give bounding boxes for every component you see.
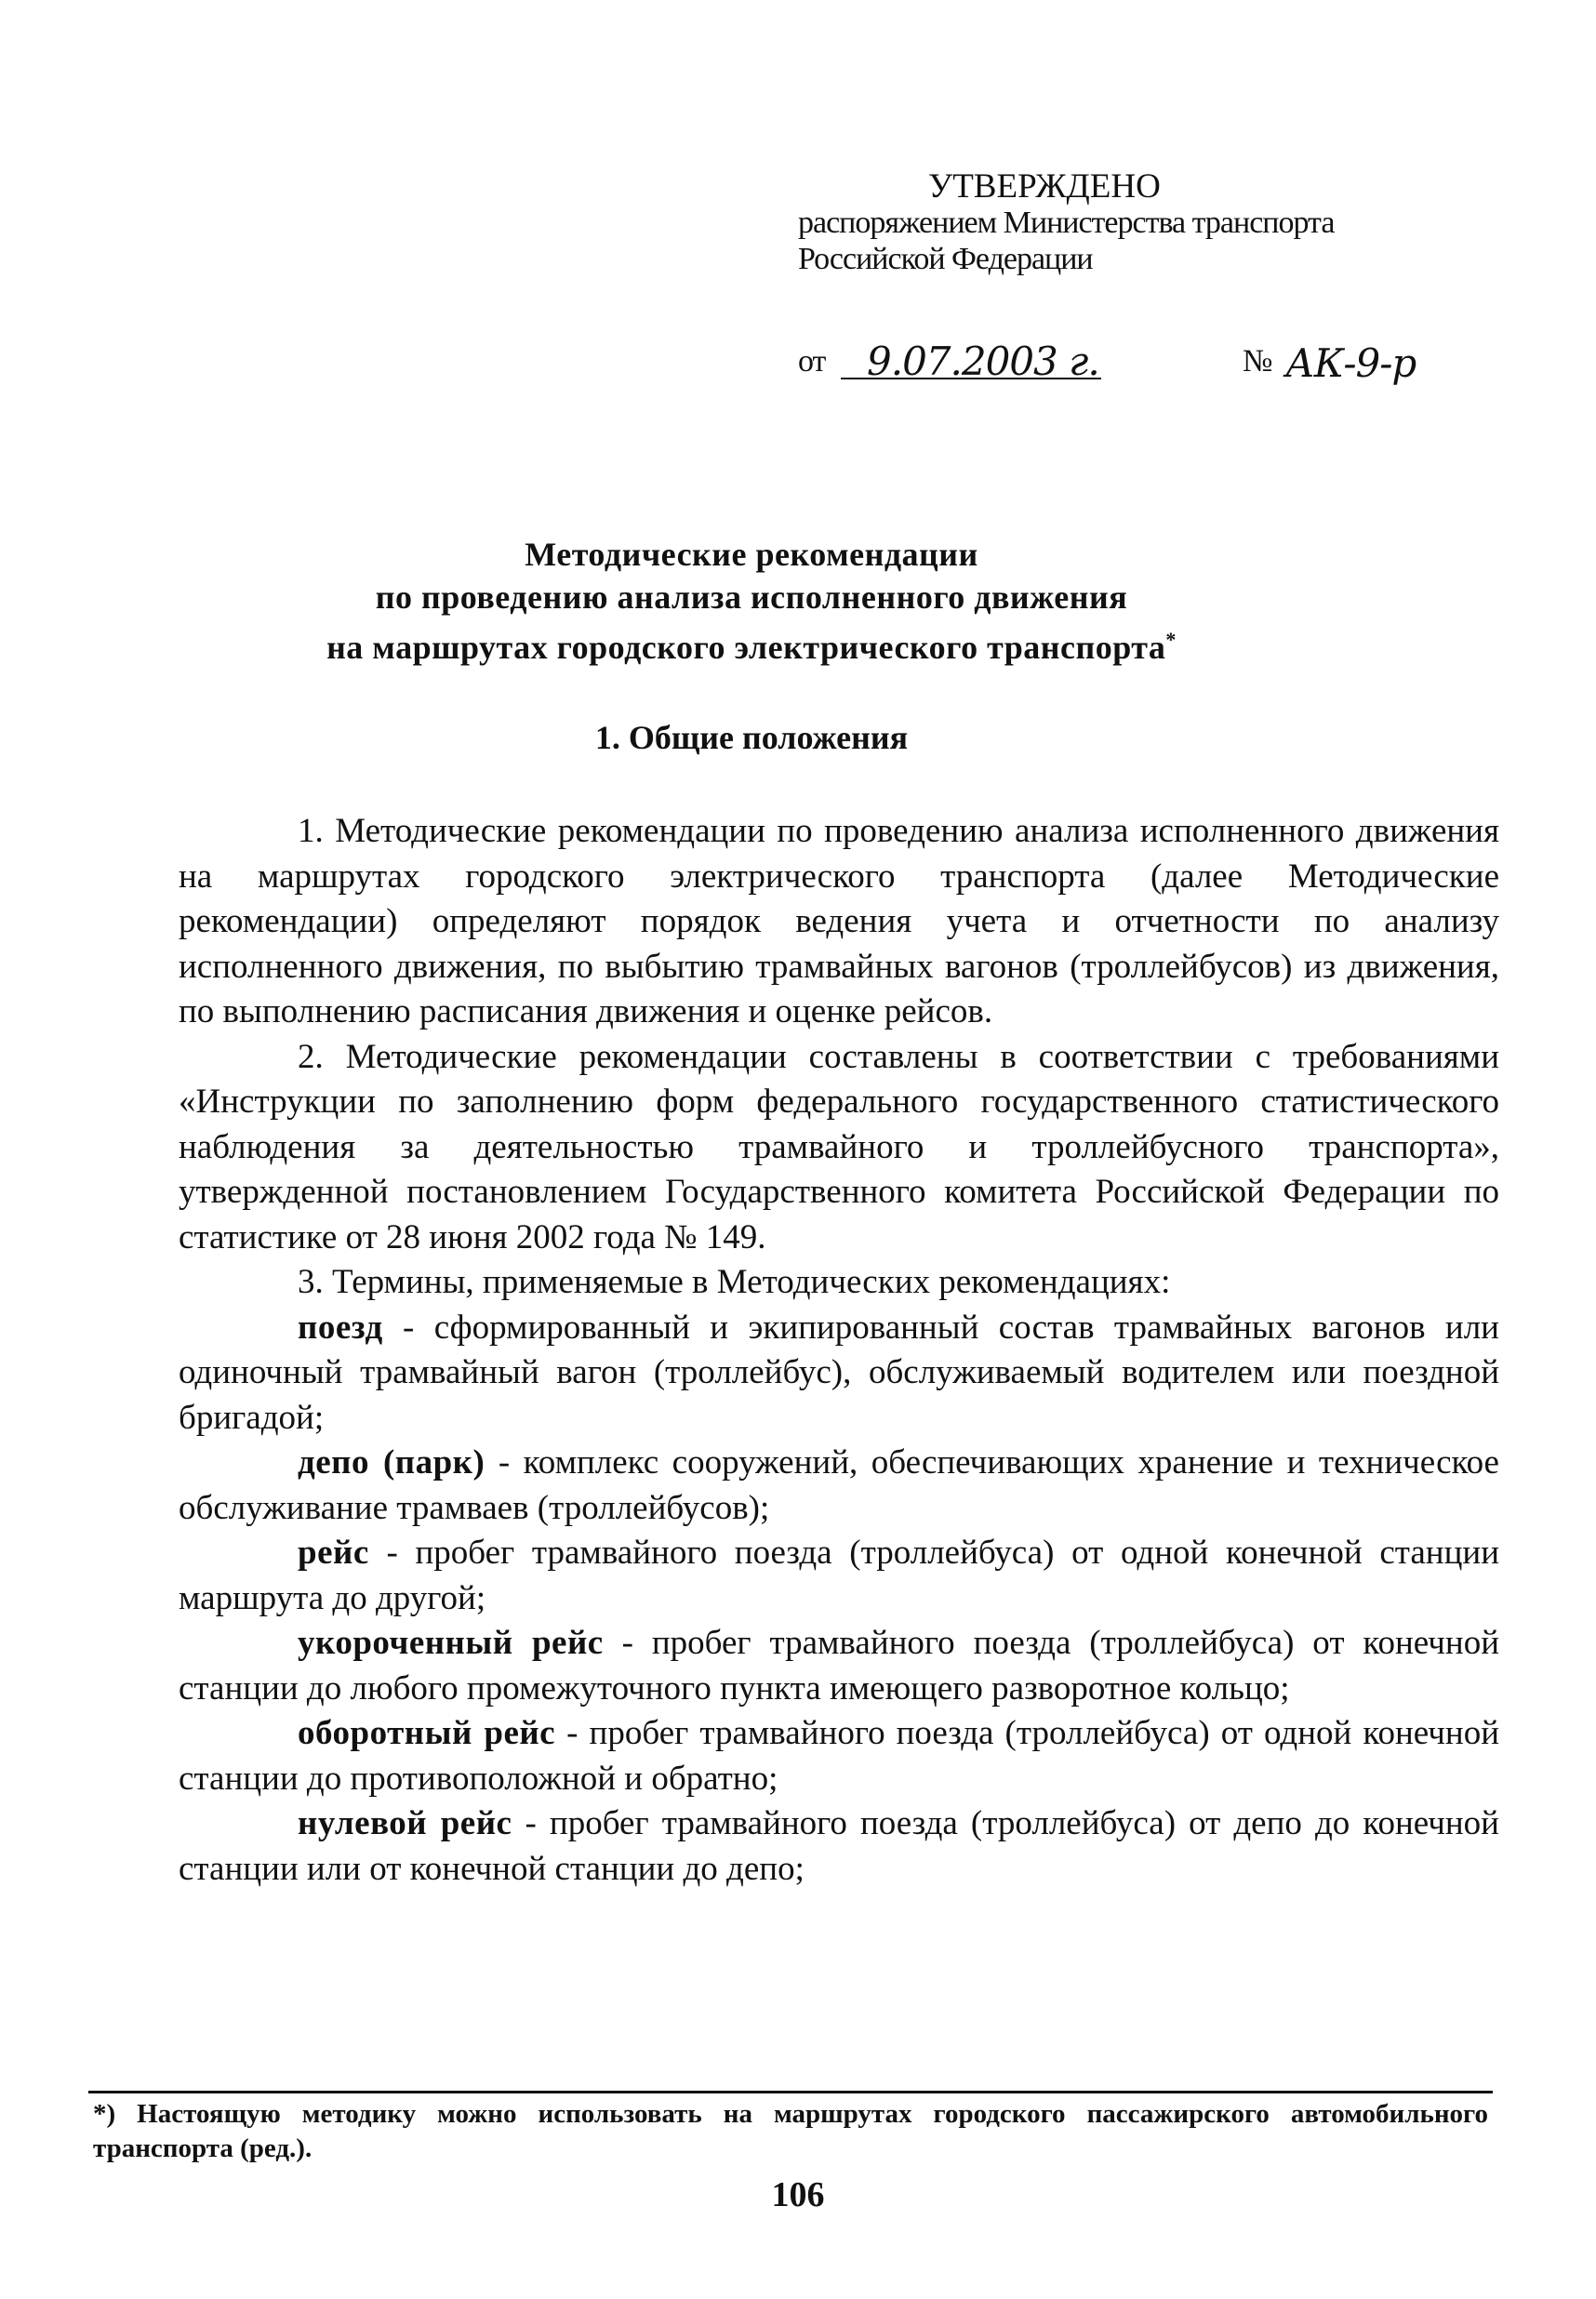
term-word: нулевой рейс <box>298 1804 512 1842</box>
term-entry <box>179 1306 1499 1442</box>
document-body <box>179 809 1499 1892</box>
term-definition: - пробег трамвайного поезда (троллейбуса) от конечной станции до любого промежуточного пункта имеющего разворотное кольцо; <box>179 1624 1499 1708</box>
term-word: поезд <box>298 1308 383 1347</box>
term-definition: - пробег трамвайного поезда (троллейбуса) от депо до конечной станции или от конечной станции до депо; <box>179 1804 1499 1888</box>
date-prefix: от <box>798 343 826 379</box>
number-field <box>1282 324 1430 386</box>
term-entry <box>179 1621 1499 1711</box>
term-entry <box>179 1801 1499 1892</box>
page-number: 106 <box>771 2175 825 2214</box>
term-definition: - комплекс сооружений, обеспечивающих хранение и техническое обслуживание трамваев (троллейбусов); <box>179 1443 1499 1527</box>
term-word: оборотный рейс <box>298 1714 556 1752</box>
term-entry <box>179 1531 1499 1621</box>
title-line-1: Методические рекомендации <box>525 536 978 573</box>
handwritten-date: 9.07.2003 г. <box>867 338 1099 384</box>
approval-line-federation: Российской Федерации <box>798 241 1093 276</box>
term-entry <box>179 1441 1499 1531</box>
paragraph-1: 1. Методические рекомендации по проведению анализа исполненного движения на маршрутах городского электрического транспорта (далее Методические рекомендации) определяют порядок ведения учета и отчетности по анализу исполненного движения, по выбытию трамвайных вагонов (троллейбусов) из движения, по выполнению расписания движения и оценке рейсов. <box>179 812 1499 1030</box>
footnote: *) Настоящую методику можно использовать на маршрутах городского пассажирского автомобильного транспорта (ред.). <box>93 2099 1488 2163</box>
term-word: рейс <box>298 1534 369 1572</box>
term-definition: - пробег трамвайного поезда (троллейбуса) от одной конечной станции до противоположной и обратно; <box>179 1714 1499 1798</box>
term-word: укороченный рейс <box>298 1624 604 1662</box>
document-title <box>186 533 1317 669</box>
approval-word: УТВЕРЖДЕНО <box>928 167 1161 206</box>
approval-stamp <box>798 167 1505 385</box>
date-field <box>841 327 1101 384</box>
title-footnote-mark: * <box>1165 628 1177 651</box>
handwritten-number: АК-9-р <box>1285 339 1416 386</box>
paragraph-2: 2. Методические рекомендации составлены в соответствии с требованиями «Инструкции по заполнению форм федерального государственного статистического наблюдения за деятельностью трамвайного и троллейбусного транспорта», утвержденной постановлением Государственного комитета Российской Федерации по статистике от 28 июня 2002 года № 149. <box>179 1037 1499 1256</box>
term-definition: - пробег трамвайного поезда (троллейбуса) от одной конечной станции маршрута до другой; <box>179 1534 1499 1617</box>
paragraph-3: 3. Термины, применяемые в Методических рекомендациях: <box>298 1263 1171 1301</box>
title-line-2: по проведению анализа исполненного движения <box>375 578 1128 616</box>
footnote-divider <box>88 2091 1493 2093</box>
approval-line-ministry: распоряжением Министерства транспорта <box>798 206 1335 241</box>
term-entry <box>179 1711 1499 1801</box>
number-prefix: № <box>1243 343 1272 379</box>
section-heading: 1. Общие положения <box>594 719 909 756</box>
title-line-3: на маршрутах городского электрического транспорта <box>326 629 1166 666</box>
term-word: депо (парк) <box>298 1443 485 1482</box>
term-definition: - сформированный и экипированный состав трамвайных вагонов или одиночный трамвайный вагон (троллейбус), обслуживаемый водителем или поездной бригадой; <box>179 1308 1499 1437</box>
approval-date-line <box>798 329 1505 385</box>
